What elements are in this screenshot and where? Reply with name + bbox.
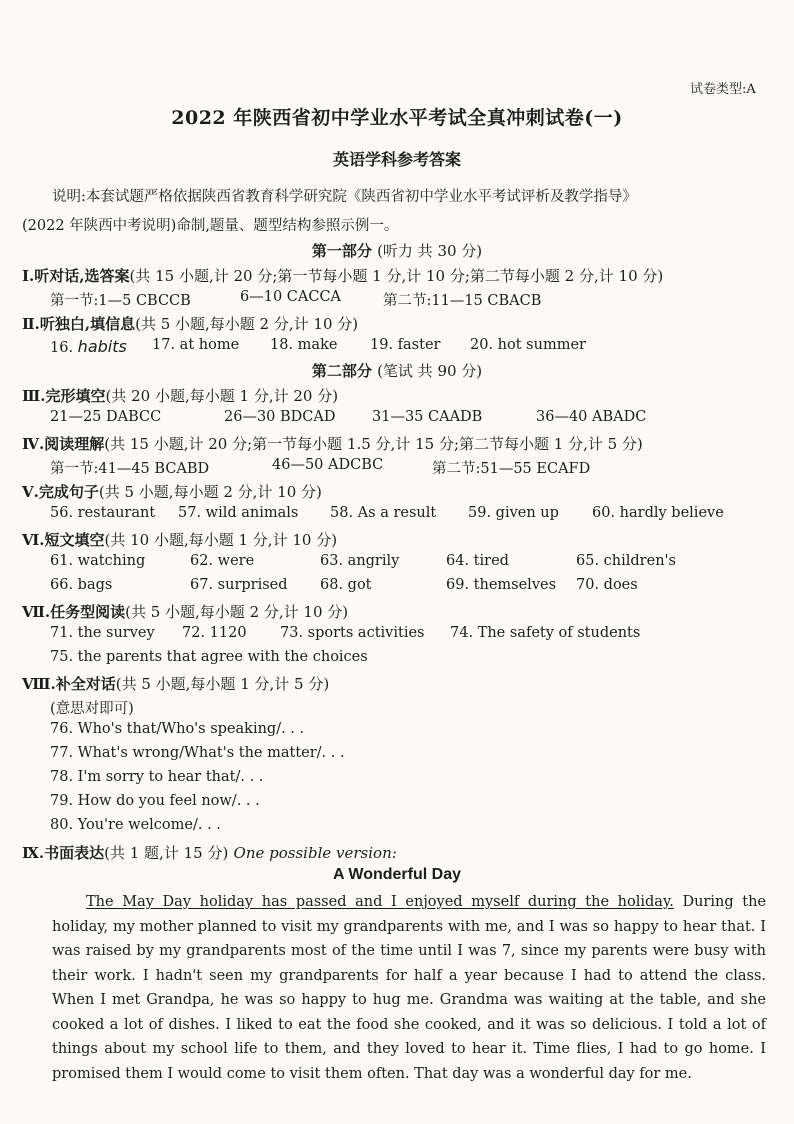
section-7-note: (共 5 小题,每小题 2 分,计 10 分) [125,603,349,621]
answer-74: 74. The safety of students [450,625,641,641]
section-8-note: (共 5 小题,每小题 1 分,计 5 分) [115,675,330,693]
section-4-heading [22,433,643,454]
essay-text: During the holiday, my mother planned to visit my grandparents with me, and I was so happy to hear that. I was raised by my grandparents most of the time until I was 7, since my parents were busy with their work. I hadn't seen my grandparents for half a year because I had to attend the class. When I met Grandpa, he was so happy to hug me. Grandma was waiting at the table, and she cooked a lot of dishes. I liked to eat the food she cooked, and it was so delicious. I told a lot of things about my school life to them, and they loved to hear it. Time flies, I had to go home. I promised them I would come to visit them often. That day was a wonderful day for me. [52,894,767,1082]
section-3-heading [22,385,338,406]
section-4-answer-1: 第一节:41—45 BCABD [50,461,210,477]
section-8-remark: (意思对即可) [50,701,134,717]
answer-61: 61. watching [50,553,146,569]
answer-16 [50,337,127,356]
answer-78: 78. I'm sorry to hear that/. . . [50,769,264,785]
section-2-title: Ⅱ.听独白,填信息 [22,315,136,333]
section-1-answer-3: 第二节:11—15 CBACB [383,293,542,309]
answer-60: 60. hardly believe [592,505,724,521]
answer-20: 20. hot summer [470,337,586,353]
answer-77: 77. What's wrong/What's the matter/. . . [50,745,345,761]
section-3-note: (共 20 小题,每小题 1 分,计 20 分) [105,387,339,405]
section-4-answer-3: 第二节:51—55 ECAFD [432,461,591,477]
section-6-title: Ⅵ.短文填空 [22,531,105,549]
section-7-heading [22,601,348,622]
answer-67: 67. surprised [190,577,288,593]
section-7-title: Ⅶ.任务型阅读 [22,603,126,621]
answer-16-handwritten: habits [77,337,127,356]
section-2-note: (共 5 小题,每小题 2 分,计 10 分) [135,315,359,333]
answer-66: 66. bags [50,577,113,593]
answer-73: 73. sports activities [280,625,425,641]
part-one-title: 第一部分 [311,242,372,260]
section-1-note: (共 15 小题,计 20 分;第一节每小题 1 分,计 10 分;第二节每小题 2 分,计 10 分) [129,267,664,285]
answer-80: 80. You're welcome/. . . [50,817,221,833]
section-1-title: Ⅰ.听对话,选答案 [22,267,130,285]
section-5-heading [22,481,322,502]
answer-18: 18. make [270,337,338,353]
intro-line-2: (2022 年陕西中考说明)命制,题量、题型结构参照示例一。 [22,218,399,234]
answer-71: 71. the survey [50,625,155,641]
answer-69: 69. themselves [446,577,557,593]
answer-57: 57. wild animals [178,505,299,521]
part-one-note: (听力 共 30 分) [377,242,483,260]
section-2-heading [22,313,358,334]
part-one-heading [0,240,794,261]
intro-line-1: 说明:本套试题严格依据陕西省教育科学研究院《陕西省初中学业水平考试评析及教学指导》 [52,189,637,205]
paper-type-label: 试卷类型:A [690,82,756,97]
section-4-note: (共 15 小题,计 20 分;第一节每小题 1.5 分,计 15 分;第二节每小题 1 分,计 5 分) [104,435,643,453]
essay-body [52,890,766,1086]
answer-62: 62. were [190,553,255,569]
section-9-version: One possible version: [233,844,397,862]
section-3-answer-3: 31—35 CAADB [372,409,483,425]
section-9-note: (共 1 题,计 15 分) [104,844,229,862]
section-3-answer-1: 21—25 DABCC [50,409,162,425]
page-subtitle: 英语学科参考答案 [332,150,461,169]
section-3-title: Ⅲ.完形填空 [22,387,106,405]
answer-63: 63. angrily [320,553,400,569]
page-title: 2022 年陕西省初中学业水平考试全真冲刺试卷(一) [171,107,623,129]
answer-72: 72. 1120 [182,625,247,641]
answer-17: 17. at home [152,337,240,353]
section-5-note: (共 5 小题,每小题 2 分,计 10 分) [98,483,322,501]
answer-79: 79. How do you feel now/. . . [50,793,260,809]
part-two-note: (笔试 共 90 分) [377,362,483,380]
answer-59: 59. given up [468,505,559,521]
section-9-heading [22,842,397,863]
essay-title: A Wonderful Day [332,866,461,883]
section-5-title: Ⅴ.完成句子 [22,483,99,501]
answer-56: 56. restaurant [50,505,156,521]
section-8-title: Ⅷ.补全对话 [22,675,116,693]
answer-58: 58. As a result [330,505,437,521]
section-1-heading [22,265,663,286]
section-6-heading [22,529,337,550]
section-1-answer-1: 第一节:1—5 CBCCB [50,293,191,309]
answer-68: 68. got [320,577,372,593]
answer-16-number: 16. [50,340,74,356]
section-1-answer-2: 6—10 CACCA [240,289,342,305]
section-6-note: (共 10 小题,每小题 1 分,计 10 分) [104,531,338,549]
section-4-answer-2: 46—50 ADCBC [272,457,384,473]
answer-65: 65. children's [576,553,676,569]
answer-76: 76. Who's that/Who's speaking/. . . [50,721,305,737]
answer-64: 64. tired [446,553,509,569]
answer-19: 19. faster [370,337,441,353]
answer-70: 70. does [576,577,638,593]
answer-75: 75. the parents that agree with the choices [50,649,368,665]
section-9-title: Ⅸ.书面表达 [22,844,105,862]
part-two-title: 第二部分 [311,362,372,380]
section-3-answer-2: 26—30 BDCAD [224,409,336,425]
essay-underlined-sentence: The May Day holiday has passed and I enjoyed myself during the holiday. [86,894,674,910]
section-3-answer-4: 36—40 ABADC [536,409,647,425]
section-4-title: Ⅳ.阅读理解 [22,435,105,453]
section-8-heading [22,673,329,694]
part-two-heading [0,360,794,381]
